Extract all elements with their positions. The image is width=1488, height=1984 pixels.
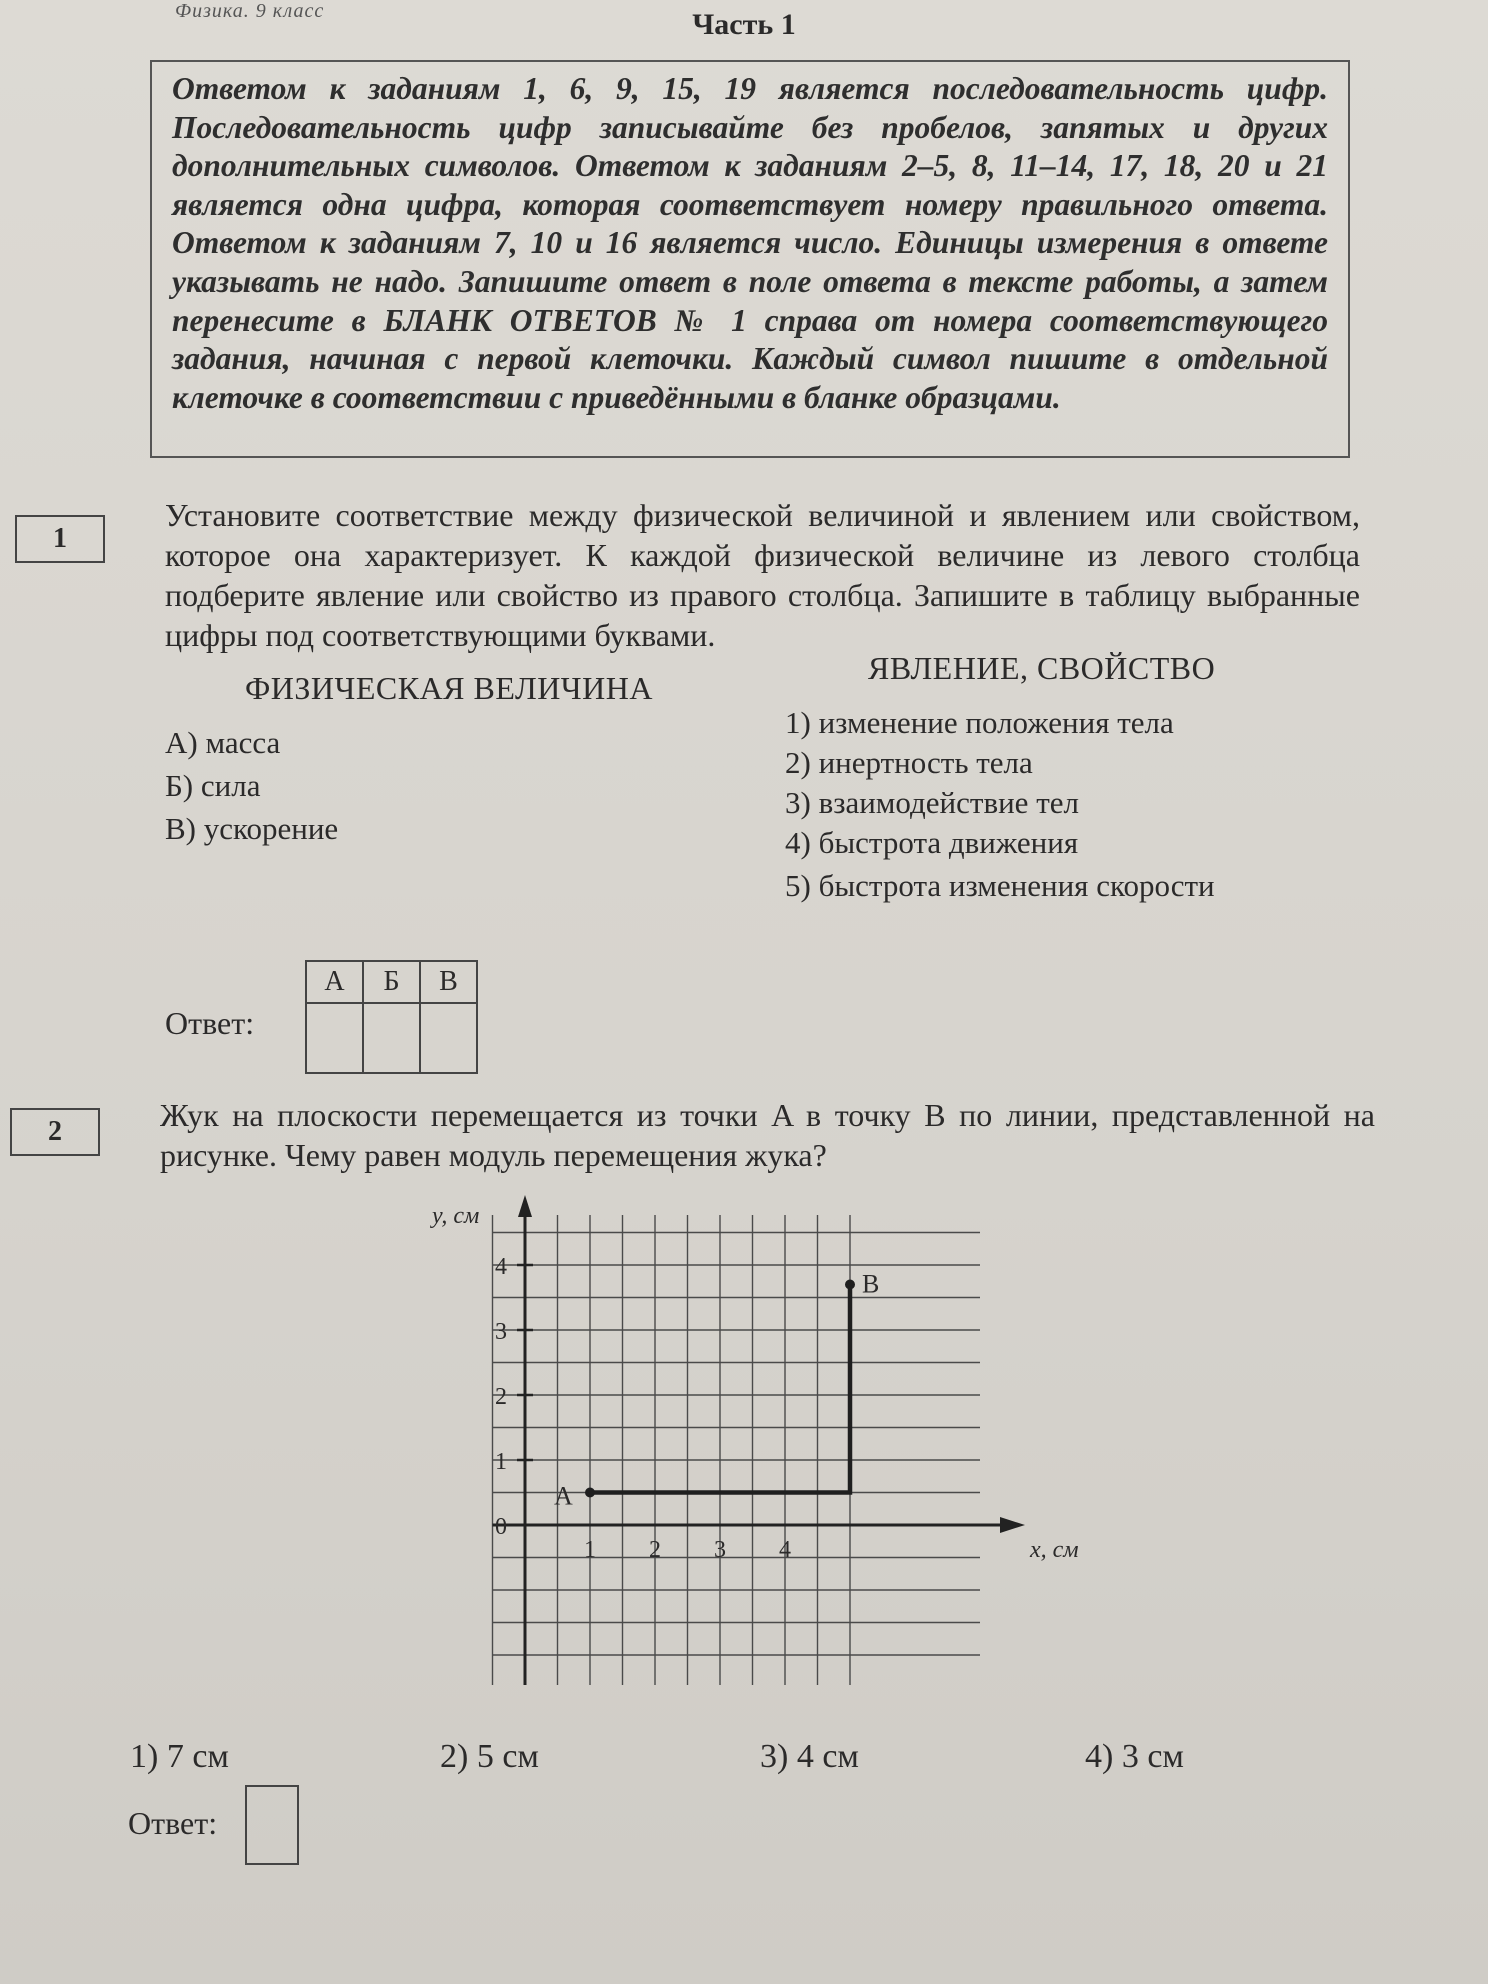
- y-tick-label: 4: [495, 1254, 507, 1280]
- y-tick-label: 2: [495, 1384, 507, 1410]
- right-item-2: 2) инертность тела: [785, 745, 1033, 780]
- answer-cell-b[interactable]: [363, 1003, 420, 1073]
- y-tick-label: 1: [495, 1449, 507, 1475]
- task-1-number: 1: [15, 515, 105, 563]
- answer-cell-a[interactable]: [306, 1003, 363, 1073]
- x-tick-label: 1: [584, 1537, 596, 1563]
- choice-1[interactable]: 1) 7 см: [130, 1738, 229, 1775]
- left-item-b: Б) сила: [165, 768, 261, 803]
- answer-col-a: А: [306, 961, 363, 1003]
- right-item-5: 5) быстрота изменения скорости: [785, 868, 1215, 903]
- x-tick-label: 2: [649, 1537, 661, 1563]
- x-axis-label: x, см: [1030, 1537, 1079, 1563]
- subject-header: Физика. 9 класс: [175, 0, 325, 22]
- instructions-text: Ответом к заданиям 1, 6, 9, 15, 19 является последовательность цифр. Последовательность цифр записывайте без пробелов, запятых и других дополнительных символов. Ответом к заданиям 2–5, 8, 11–14, 17, 18, 20 и 21 является одна цифра, которая соответствует номеру правильного ответа. Ответом к заданиям 7, 10 и 16 является число. Единицы измерения в ответе указывать не надо. Запишите ответ в поле ответа в тексте работы, а затем перенесите в БЛАНК ОТВЕТОВ № 1 справа от номера соответствующего задания, начиная с первой клеточки. Каждый символ пишите в отдельной клеточке в соответствии с приведёнными в бланке образцами.: [172, 71, 1328, 415]
- task-1-answer-label: Ответ:: [165, 1005, 255, 1041]
- part-title: Часть 1: [692, 8, 796, 41]
- right-item-1: 1) изменение положения тела: [785, 705, 1174, 740]
- graph-ticks: [495, 1254, 791, 1563]
- task-1-answer-table: [305, 960, 478, 1074]
- task-2-answer-label: Ответ:: [128, 1805, 218, 1841]
- answer-col-b: Б: [363, 961, 420, 1003]
- graph-series: [554, 1270, 879, 1511]
- y-tick-label: 3: [495, 1319, 507, 1345]
- right-column-header: ЯВЛЕНИЕ, СВОЙСТВО: [868, 650, 1216, 686]
- instructions-box: [150, 60, 1350, 458]
- point-b: [845, 1280, 855, 1290]
- choice-4[interactable]: 4) 3 см: [1085, 1738, 1184, 1775]
- task-2-answer-box[interactable]: [245, 1785, 299, 1865]
- x-axis-arrow: [1000, 1517, 1025, 1533]
- right-item-4: 4) быстрота движения: [785, 825, 1079, 860]
- answer-cell-v[interactable]: [420, 1003, 477, 1073]
- bug-path-graph: [430, 1195, 1079, 1695]
- y-axis-label: y, см: [432, 1203, 480, 1229]
- answer-col-v: В: [420, 961, 477, 1003]
- y-tick-label: 0: [495, 1514, 507, 1540]
- y-axis-arrow: [518, 1195, 532, 1217]
- left-item-v: В) ускорение: [165, 811, 339, 846]
- point-a: [585, 1488, 595, 1498]
- graph-grid: [493, 1215, 981, 1685]
- task-2-text: Жук на плоскости перемещается из точки A в точку B по линии, представленной на рисунке. Чему равен модуль перемещения жука?: [160, 1097, 1375, 1173]
- choice-3[interactable]: 3) 4 см: [760, 1738, 859, 1775]
- point-label-a: A: [554, 1481, 573, 1511]
- left-item-a: А) масса: [165, 725, 281, 760]
- choice-2[interactable]: 2) 5 см: [440, 1738, 539, 1775]
- left-column-header: ФИЗИЧЕСКАЯ ВЕЛИЧИНА: [245, 670, 653, 706]
- task-1-text: Установите соответствие между физической величиной и явлением или свойством, которое она характеризует. К каждой физической величине из левого столбца подберите явление или свойство из правого столбца. Запишите в таблицу выбранные цифры под соответствующими буквами.: [165, 497, 1360, 653]
- right-item-3: 3) взаимодействие тел: [785, 785, 1079, 820]
- x-tick-label: 3: [714, 1537, 726, 1563]
- task-2-number: 2: [10, 1108, 100, 1156]
- graph-axes: [493, 1195, 1026, 1685]
- x-tick-label: 4: [779, 1537, 791, 1563]
- point-label-b: B: [862, 1269, 880, 1299]
